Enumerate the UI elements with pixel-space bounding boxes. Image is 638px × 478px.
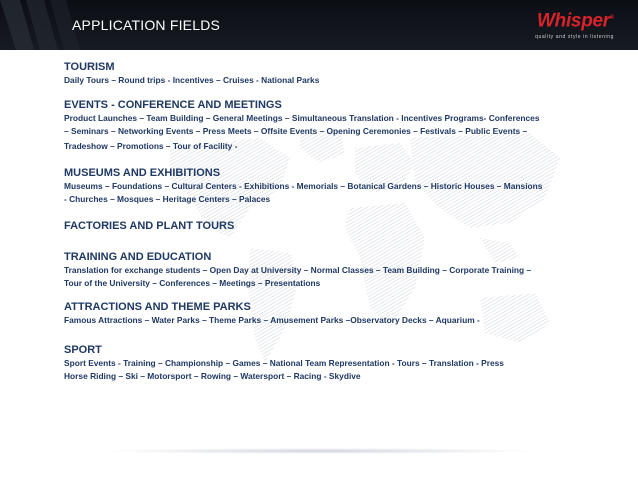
section-line: Famous Attractions – Water Parks – Theme Parks – Amusement Parks –Observatory Decks – Aquarium -	[64, 315, 480, 325]
application-fields-list	[64, 60, 604, 383]
section-title: ATTRACTIONS AND THEME PARKS	[64, 301, 251, 313]
section-attractions	[64, 300, 604, 327]
section-title: MUSEUMS AND EXHIBITIONS	[64, 167, 221, 179]
section-line: Tour of the University – Conferences – Meetings – Presentations	[64, 278, 321, 288]
section-tourism	[64, 60, 604, 87]
header-bar	[0, 0, 638, 50]
whisper-logo	[535, 8, 614, 40]
section-title: FACTORIES AND PLANT TOURS	[64, 220, 235, 232]
section-title: TRAINING AND EDUCATION	[64, 251, 212, 263]
section-line: Product Launches – Team Building – General Meetings – Simultaneous Translation - Incentives Programs- Conferences	[64, 113, 540, 123]
section-factories	[64, 219, 604, 233]
section-events	[64, 98, 604, 153]
section-line: - Churches – Mosques – Heritage Centers – Palaces	[64, 194, 271, 204]
section-museums	[64, 166, 604, 206]
section-line: Translation for exchange students – Open Day at University – Normal Classes – Team Building – Corporate Training –	[64, 265, 532, 275]
section-line: Daily Tours – Round trips - Incentives – Cruises - National Parks	[64, 75, 320, 85]
logo-word: Whisper®	[537, 10, 614, 32]
logo-tagline: quality and style in listening	[535, 34, 614, 41]
section-line: Horse Riding – Ski – Motorsport – Rowing – Watersport – Racing - Skydive	[64, 371, 361, 381]
footer-shadow-divider	[100, 448, 540, 454]
section-title: EVENTS - CONFERENCE AND MEETINGS	[64, 99, 282, 111]
section-training	[64, 250, 604, 290]
section-line: – Seminars – Networking Events – Press Meets – Offsite Events – Opening Ceremonies – Festivals – Public Events –	[64, 126, 528, 136]
section-title: TOURISM	[64, 61, 115, 73]
section-sport	[64, 343, 604, 383]
section-line: Museums – Foundations – Cultural Centers - Exhibitions - Memorials – Botanical Gardens – Historic Houses – Mansions	[64, 181, 543, 191]
section-line: Sport Events - Training – Championship – Games – National Team Representation - Tours – Translation - Press	[64, 358, 504, 368]
section-title: SPORT	[64, 344, 102, 356]
page-title: APPLICATION FIELDS	[72, 17, 221, 33]
section-line: Tradeshow – Promotions – Tour of Facility -	[64, 141, 238, 151]
